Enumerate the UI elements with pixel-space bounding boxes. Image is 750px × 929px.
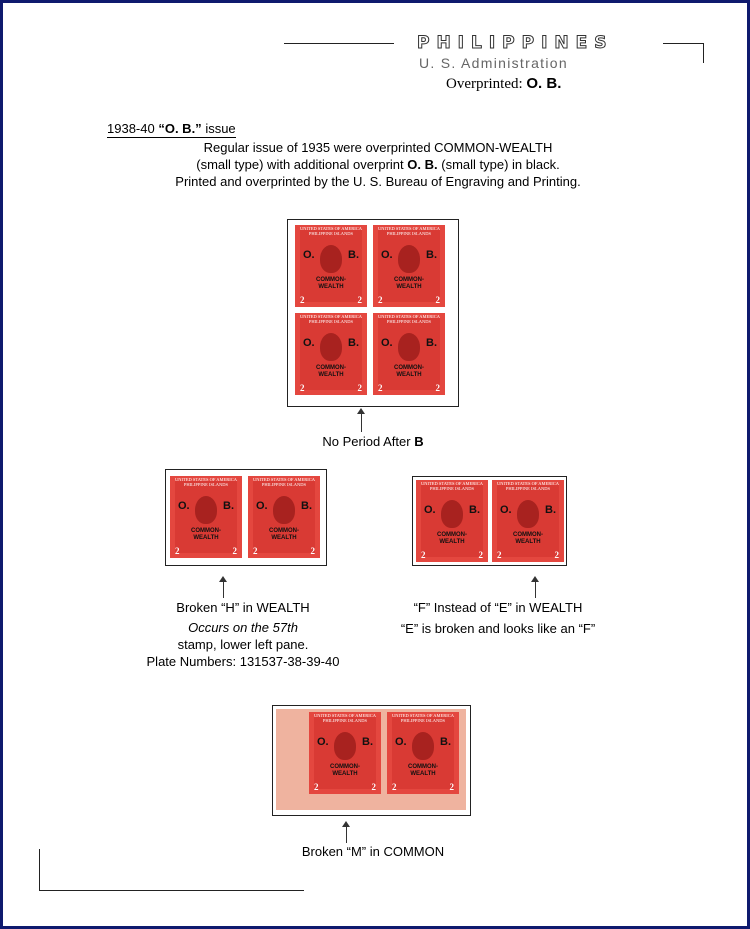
value-left: 2 — [421, 550, 426, 560]
stamp — [492, 480, 564, 562]
overprint-o: O. — [381, 337, 393, 349]
value-right: 2 — [357, 383, 362, 393]
commonwealth-overprint — [248, 528, 320, 542]
issue-suffix: issue — [205, 121, 236, 136]
value-right: 2 — [449, 782, 454, 792]
ob-overprint — [256, 500, 312, 512]
overprint-b: B. — [348, 249, 359, 261]
value-right: 2 — [435, 295, 440, 305]
stamp — [248, 476, 320, 558]
overprint-o: O. — [256, 500, 268, 512]
value-left: 2 — [392, 782, 397, 792]
overprinted-label: Overprinted: — [446, 76, 523, 92]
commonwealth-overprint — [309, 764, 381, 778]
arrow-bottom-pair — [346, 823, 347, 843]
stamp-header-text: UNITED STATES OF AMERICA PHILIPPINE ISLANDS — [174, 477, 238, 487]
stamp — [387, 712, 459, 794]
caption-block-bold: B — [414, 434, 424, 449]
ob-overprint — [178, 500, 234, 512]
overprint-b: B. — [348, 337, 359, 349]
header-corner-rule — [703, 43, 704, 63]
ob-overprint — [303, 249, 359, 261]
caption-bottom-pair: Broken “M” in COMMON — [301, 844, 445, 859]
overprint-common: COMMON- — [330, 764, 360, 770]
overprint-b: B. — [426, 249, 437, 261]
overprint-wealth: WEALTH — [515, 539, 541, 545]
stamp-header-text: UNITED STATES OF AMERICA PHILIPPINE ISLANDS — [496, 481, 560, 491]
value-right: 2 — [357, 295, 362, 305]
arrow-block — [361, 410, 362, 432]
value-right: 2 — [554, 550, 559, 560]
stamp — [309, 712, 381, 794]
overprint-common: COMMON- — [394, 365, 424, 371]
overprinted-line — [446, 75, 561, 93]
overprint-b: B. — [223, 500, 234, 512]
overprint-o: O. — [178, 500, 190, 512]
overprint-o: O. — [395, 736, 407, 748]
intro-line-2 — [133, 156, 623, 173]
overprint-common: COMMON- — [437, 532, 467, 538]
caption-block — [283, 433, 463, 450]
stamp-header-text: UNITED STATES OF AMERICA PHILIPPINE ISLANDS — [313, 713, 377, 723]
overprint-common: COMMON- — [394, 277, 424, 283]
caption-left-2: Occurs on the 57th — [188, 620, 298, 635]
overprint-b: B. — [545, 504, 556, 516]
page-subtitle: U. S. Administration — [419, 55, 568, 71]
ob-overprint — [424, 504, 480, 516]
ob-overprint — [381, 249, 437, 261]
footer-rule — [39, 890, 304, 891]
overprint-common: COMMON- — [269, 528, 299, 534]
value-left: 2 — [497, 550, 502, 560]
stamp — [373, 313, 445, 395]
intro-line-1: Regular issue of 1935 were overprinted COMMON-WEALTH — [203, 140, 553, 155]
value-left: 2 — [314, 782, 319, 792]
stamp-header-text: UNITED STATES OF AMERICA PHILIPPINE ISLANDS — [420, 481, 484, 491]
value-right: 2 — [310, 546, 315, 556]
caption-block-text: No Period After — [322, 434, 411, 449]
header-rule-left — [284, 43, 394, 44]
overprint-b: B. — [426, 337, 437, 349]
overprint-wealth: WEALTH — [318, 284, 344, 290]
caption-left-pair — [113, 599, 373, 670]
overprint-wealth: WEALTH — [396, 372, 422, 378]
overprint-o: O. — [303, 249, 315, 261]
overprint-o: O. — [317, 736, 329, 748]
overprinted-value: O. B. — [526, 75, 562, 92]
value-left: 2 — [300, 295, 305, 305]
stamp-frame-left-pair — [165, 469, 327, 566]
intro-line-3: Printed and overprinted by the U. S. Bureau of Engraving and Printing. — [175, 174, 581, 189]
stamp-header-text: UNITED STATES OF AMERICA PHILIPPINE ISLANDS — [252, 477, 316, 487]
ob-overprint — [303, 337, 359, 349]
issue-name: “O. B.” — [158, 121, 202, 136]
overprint-wealth: WEALTH — [410, 771, 436, 777]
intro-line-2b: O. B. — [407, 157, 438, 172]
commonwealth-overprint — [295, 277, 367, 291]
commonwealth-overprint — [492, 532, 564, 546]
overprint-wealth: WEALTH — [439, 539, 465, 545]
overprint-wealth: WEALTH — [332, 771, 358, 777]
stamp-frame-block — [287, 219, 459, 407]
value-right: 2 — [478, 550, 483, 560]
caption-left-4: Plate Numbers: 131537-38-39-40 — [146, 654, 340, 669]
overprint-b: B. — [440, 736, 451, 748]
overprint-o: O. — [381, 249, 393, 261]
arrow-left-pair — [223, 578, 224, 598]
value-right: 2 — [371, 782, 376, 792]
header-rule-right — [663, 43, 703, 44]
commonwealth-overprint — [373, 277, 445, 291]
issue-year: 1938-40 — [107, 121, 155, 136]
stamp-frame-bottom-pair — [272, 705, 471, 816]
overprint-common: COMMON- — [316, 277, 346, 283]
caption-left-1: Broken “H” in WEALTH — [176, 600, 310, 615]
issue-heading — [107, 121, 236, 138]
overprint-b: B. — [469, 504, 480, 516]
overprint-common: COMMON- — [513, 532, 543, 538]
stamp-header-text: UNITED STATES OF AMERICA PHILIPPINE ISLANDS — [377, 226, 441, 236]
overprint-b: B. — [301, 500, 312, 512]
intro-line-2c: (small type) in black. — [441, 157, 560, 172]
value-left: 2 — [253, 546, 258, 556]
stamp-header-text: UNITED STATES OF AMERICA PHILIPPINE ISLANDS — [377, 314, 441, 324]
footer-corner-rule — [39, 849, 40, 890]
overprint-wealth: WEALTH — [318, 372, 344, 378]
overprint-wealth: WEALTH — [193, 535, 219, 541]
overprint-o: O. — [303, 337, 315, 349]
stamp-header-text: UNITED STATES OF AMERICA PHILIPPINE ISLANDS — [391, 713, 455, 723]
commonwealth-overprint — [416, 532, 488, 546]
commonwealth-overprint — [373, 365, 445, 379]
overprint-wealth: WEALTH — [396, 284, 422, 290]
caption-right-2: “E” is broken and looks like an “F” — [400, 621, 596, 636]
overprint-o: O. — [424, 504, 436, 516]
caption-left-3: stamp, lower left pane. — [177, 637, 309, 652]
value-left: 2 — [300, 383, 305, 393]
stamp — [170, 476, 242, 558]
overprint-common: COMMON- — [191, 528, 221, 534]
ob-overprint — [317, 736, 373, 748]
overprint-o: O. — [500, 504, 512, 516]
value-right: 2 — [232, 546, 237, 556]
caption-right-pair — [373, 599, 623, 637]
value-right: 2 — [435, 383, 440, 393]
commonwealth-overprint — [387, 764, 459, 778]
ob-overprint — [395, 736, 451, 748]
stamp — [373, 225, 445, 307]
overprint-b: B. — [362, 736, 373, 748]
commonwealth-overprint — [170, 528, 242, 542]
ob-overprint — [500, 504, 556, 516]
page-title: PHILIPPINES — [417, 33, 614, 53]
caption-right-1: “F” Instead of “E” in WEALTH — [413, 600, 583, 615]
intro-text — [133, 139, 623, 190]
stamp — [295, 313, 367, 395]
commonwealth-overprint — [295, 365, 367, 379]
value-left: 2 — [175, 546, 180, 556]
intro-line-2a: (small type) with additional overprint — [196, 157, 404, 172]
arrow-right-pair — [535, 578, 536, 598]
stamp — [416, 480, 488, 562]
stamp — [295, 225, 367, 307]
stamp-frame-right-pair — [412, 476, 567, 566]
overprint-common: COMMON- — [408, 764, 438, 770]
stamp-header-text: UNITED STATES OF AMERICA PHILIPPINE ISLANDS — [299, 314, 363, 324]
value-left: 2 — [378, 383, 383, 393]
stamp-header-text: UNITED STATES OF AMERICA PHILIPPINE ISLANDS — [299, 226, 363, 236]
ob-overprint — [381, 337, 437, 349]
overprint-wealth: WEALTH — [271, 535, 297, 541]
value-left: 2 — [378, 295, 383, 305]
overprint-common: COMMON- — [316, 365, 346, 371]
